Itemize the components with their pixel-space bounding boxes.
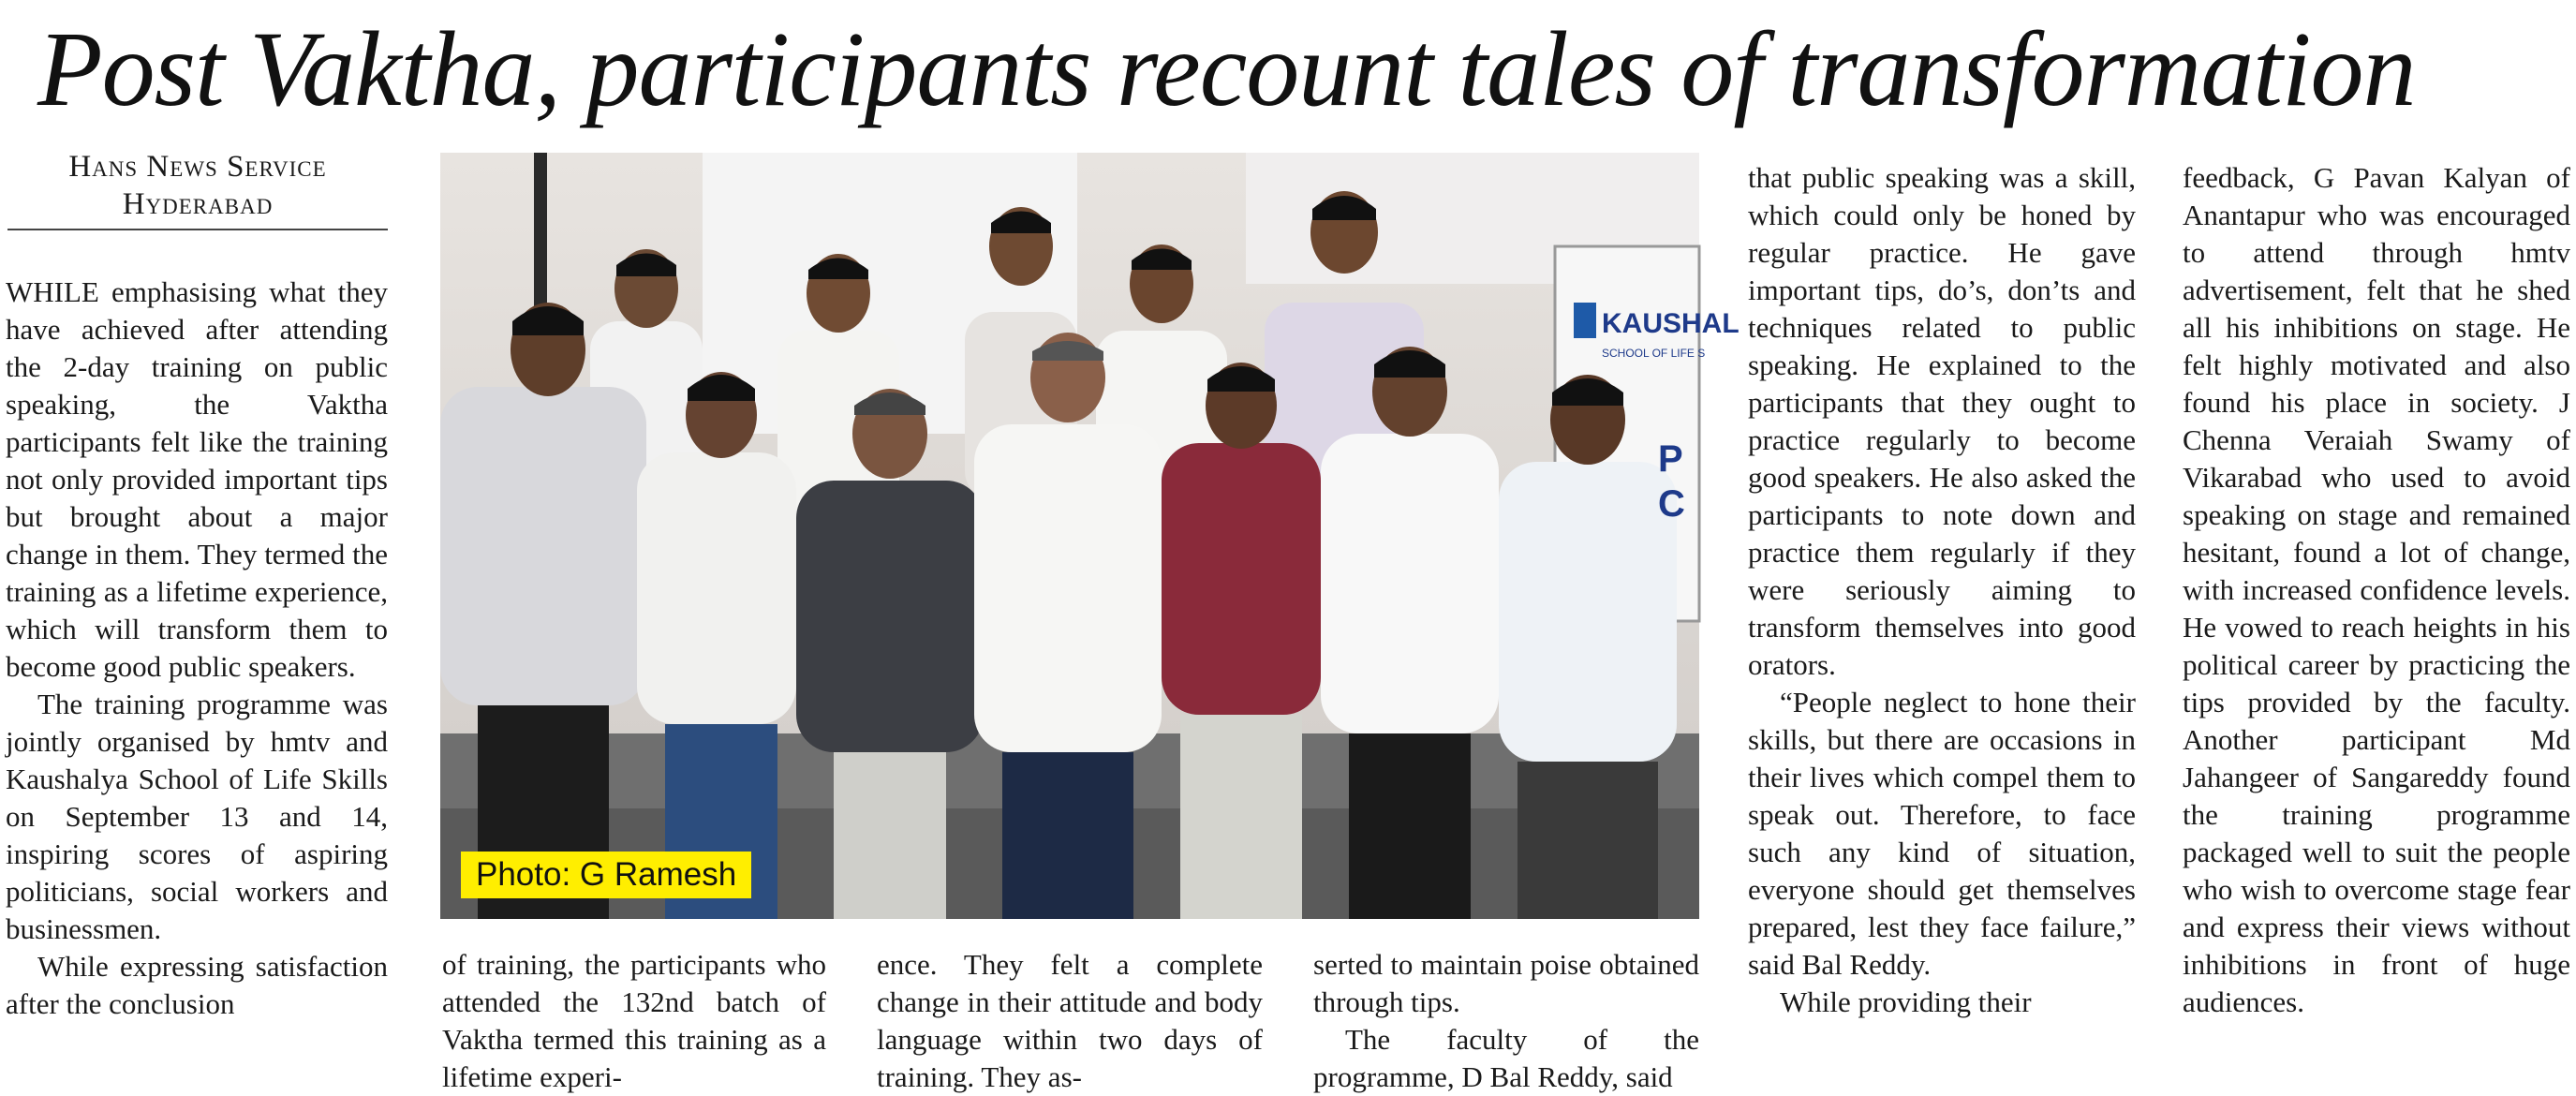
group-photo [440, 153, 1740, 919]
paragraph: The training programme was jointly organised by hmtv and Kaushalya School of Life Skills on September 13 and 14, inspiring scores of aspiring politicians, social workers and businessmen. [6, 688, 388, 945]
banner-subtitle: SCHOOL OF LIFE S [1602, 347, 1706, 360]
group-photo-image [440, 153, 1740, 919]
paragraph: While expressing satisfaction after the conclusion [6, 950, 388, 1020]
banner-letter: P [1658, 438, 1683, 480]
article-column-4 [1313, 946, 1699, 1096]
article-column-5 [1748, 159, 2136, 1021]
article-column-3 [877, 946, 1263, 1096]
byline-rule [7, 229, 388, 230]
banner-letter: C [1658, 483, 1685, 525]
paragraph: “People neglect to hone their skills, but there are occasions in their lives which compel them to speak out. Therefore, to face such any kind of situation, everyone should get themselves prepared, lest they face failure,” said Bal Reddy. [1748, 686, 2136, 981]
article-column-6 [2183, 159, 2570, 1021]
byline-location: Hyderabad [122, 187, 274, 221]
paragraph: WHILE emphasising what they have achieved after attending the 2-day training on public speaking, the Vaktha participants felt like the training not only provided important tips but brought about a major change in them. They termed the training as a lifetime experience, which will transform them to become good public speakers. [6, 275, 388, 683]
paragraph: While providing their [1780, 985, 2032, 1018]
paragraph: feedback, G Pavan Kalyan of Anantapur who was encouraged to attend through hmtv advertisement, felt that he shed all his inhibitions on stage. He felt highly motivated and also found his place in society. J Chenna Veraiah Swamy of Vikarabad who used to avoid speaking on stage and remained hesitant, found a lot of change, with increased confidence levels. He vowed to reach heights in his political career by practicing the tips provided by the faculty. Another participant Md Jahangeer of Sangareddy found the training programme packaged well to suit the people who wish to overcome stage fear and express their views without inhibitions in front of huge audiences. [2183, 161, 2570, 1018]
paragraph: that public speaking was a skill, which could only be honed by regular practice. He gave important tips, do’s, don’ts and techniques related to public speaking. He explained to the participants that they ought to practice regularly to become good speakers. He also asked the participants to note down and practice them regularly if they were seriously aiming to transform themselves into good orators. [1748, 161, 2136, 681]
paragraph: ence. They felt a complete change in their attitude and body language within two days of training. They as- [877, 948, 1263, 1093]
article-column-2 [442, 946, 826, 1096]
banner-brand: KAUSHAL [1602, 308, 1740, 339]
headline: Post Vaktha, participants recount tales of transformation [37, 9, 2416, 128]
photo-credit: Photo: G Ramesh [461, 852, 751, 898]
article-column-1 [6, 274, 388, 1023]
byline [7, 148, 388, 223]
paragraph: serted to maintain poise obtained through tips. [1313, 948, 1699, 1018]
byline-source: Hans News Service [68, 150, 327, 184]
paragraph: The faculty of the programme, D Bal Reddy, said [1313, 1023, 1699, 1093]
paragraph: of training, the participants who attended the 132nd batch of Vaktha termed this training as a lifetime experi- [442, 948, 826, 1093]
